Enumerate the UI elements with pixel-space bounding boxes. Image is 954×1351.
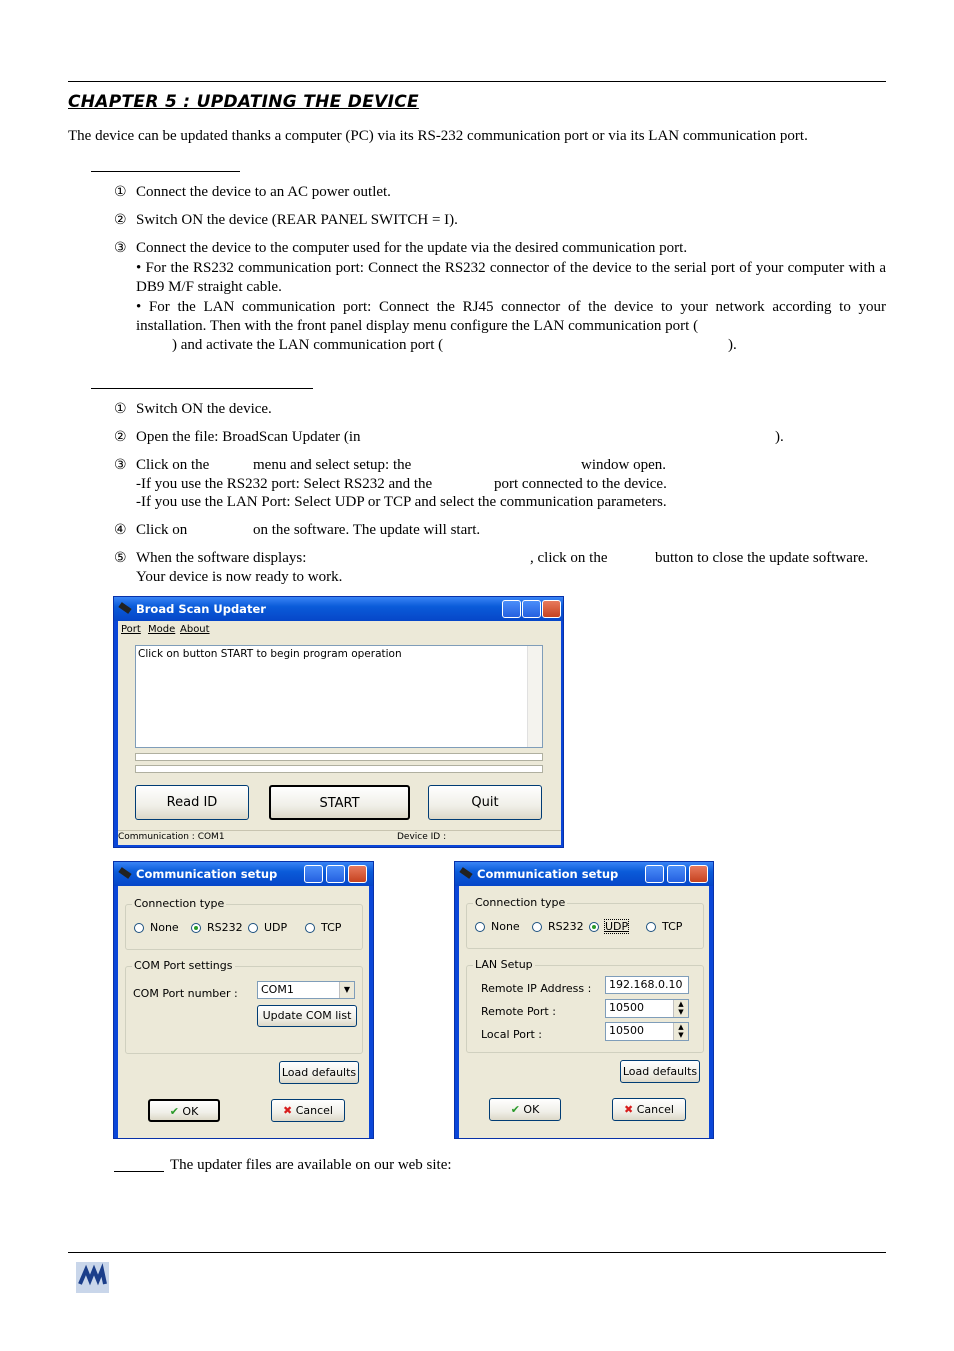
group-label: Connection type [134,897,225,910]
close-button[interactable] [689,865,708,883]
radio-tcp[interactable] [646,922,656,932]
group-label: LAN Setup [475,958,533,971]
spinner-icon[interactable]: ▲ ▼ [673,1000,688,1017]
step-text-mid: menu and select setup: the [253,457,412,473]
check-icon: ✔ [510,1103,520,1116]
step-number: ② [114,212,127,228]
radio-rs232[interactable] [191,923,201,933]
radio-none[interactable] [134,923,144,933]
step-text: When the software displays: [136,550,307,566]
ok-label: OK [523,1103,540,1116]
cancel-label: Cancel [636,1103,674,1116]
step-text-mid: button to close the update software. [655,550,869,566]
step-number: ① [114,401,127,417]
cancel-label: Cancel [295,1104,333,1117]
note-text: The updater files are available on our web site: [170,1157,452,1173]
radio-rs232[interactable] [532,922,542,932]
radio-label: RS232 [548,920,584,933]
chapter-title: CHAPTER 5 : UPDATING THE DEVICE [68,92,419,112]
close-button[interactable] [542,600,561,618]
updater-window [113,596,564,848]
status-communication: Communication : COM1 [118,832,225,842]
comm-titlebar [455,862,713,886]
app-icon [118,866,132,880]
step-text-tail: ). [775,429,784,445]
update-com-list-button[interactable]: Update COM list [257,1005,357,1027]
message-text: Click on button START to begin program operation [138,648,402,660]
radio-label: TCP [321,921,342,934]
ok-button[interactable] [148,1099,220,1122]
step-number: ② [114,429,127,445]
radio-label: UDP [605,920,629,933]
progress-bar-1 [135,753,543,761]
message-box [135,645,543,748]
maximize-button[interactable] [522,600,541,618]
window-title: Communication setup [477,867,619,881]
header-rule [68,81,886,82]
com-port-label: COM Port number : [133,987,238,1000]
comm-setup-rs232-window [113,861,374,1139]
connection-type-group [125,897,363,950]
step-text-mid: on the software. The update will start. [253,522,481,538]
comm-titlebar [114,862,373,886]
footer-rule [68,1252,886,1253]
bullet-lan-cont: ) and activate the LAN communication port ( [172,337,444,353]
window-title: Communication setup [136,867,278,881]
step-number: ⑤ [114,550,127,566]
ok-button[interactable] [489,1098,561,1121]
com-port-value: COM1 [261,983,294,996]
step-text: Switch ON the device (REAR PANEL SWITCH = I). [136,212,458,228]
step-text-mid: , click on the [530,550,608,566]
cancel-button[interactable] [271,1099,345,1122]
minimize-button[interactable] [502,600,521,618]
check-icon: ✔ [169,1105,179,1118]
radio-label: None [491,920,520,933]
updater-titlebar [114,597,563,621]
progress-bar-2 [135,765,543,773]
step-text: Connect the device to an AC power outlet. [136,184,391,200]
cancel-x-icon: ✖ [283,1104,293,1117]
local-port-field[interactable] [605,1022,689,1041]
step-number: ③ [114,457,127,473]
comm-setup-udp-window [454,861,714,1139]
note-underline [114,1171,164,1172]
step-text-mid: window open. [581,457,666,473]
maximize-button[interactable] [667,865,686,883]
radio-label: TCP [662,920,683,933]
com-port-settings-group [125,959,363,1054]
bullet-rs232: • For the RS232 communication port: Connect the RS232 connector of the device to the serial port of your computer with a DB9 M/F straight cable. [136,260,886,295]
status-bar [118,830,561,845]
menu-mode[interactable]: Mode [148,624,176,635]
radio-label: None [150,921,179,934]
step-text: Switch ON the device. [136,401,272,417]
minimize-button[interactable] [304,865,323,883]
radio-udp[interactable] [589,922,599,932]
logo-icon [76,1262,109,1293]
step-text: Click on [136,522,188,538]
step-text: Connect the device to the computer used for the update via the desired communication port. [136,240,688,256]
step-number: ① [114,184,127,200]
lan-setup-group [466,958,704,1053]
step-text-line: -If you use the RS232 port: Select RS232 and the [136,476,433,492]
app-icon [459,866,473,880]
menu-about[interactable]: About [180,624,210,635]
step-number: ③ [114,240,127,256]
section-underline-2 [91,388,313,389]
app-icon [118,601,132,615]
ok-label: OK [182,1105,199,1118]
remote-port-value: 10500 [609,1001,644,1014]
com-port-select[interactable] [257,981,355,999]
ip-label: Remote IP Address : [481,982,592,995]
intro-text: The device can be updated thanks a computer (PC) via its RS-232 communication port or via its LAN communication port. [68,128,808,144]
step-text: Open the file: BroadScan Updater (in [136,429,361,445]
cancel-button[interactable] [612,1098,686,1121]
section-underline-1 [91,171,240,172]
window-title: Broad Scan Updater [136,602,266,616]
load-defaults-button[interactable]: Load defaults [620,1060,700,1083]
message-scrollbar[interactable] [527,646,542,747]
chevron-down-icon[interactable]: ▼ [339,982,354,998]
start-button[interactable]: START [269,785,410,820]
remote-port-field[interactable] [605,999,689,1018]
group-label: Connection type [475,896,566,909]
bullet-lan: • For the LAN communication port: Connect the RJ45 connector of the device to your network according to your installation. Then with the front panel display menu configure the LAN communication port ( [136,299,886,334]
step-text-line: port connected to the device. [494,476,667,492]
load-defaults-button[interactable]: Load defaults [279,1061,359,1084]
read-id-button[interactable]: Read ID [135,785,249,820]
close-button[interactable] [348,865,367,883]
radio-label: UDP [264,921,288,934]
radio-none[interactable] [475,922,485,932]
group-label: COM Port settings [134,959,233,972]
step-number: ④ [114,522,127,538]
minimize-button[interactable] [645,865,664,883]
cancel-x-icon: ✖ [624,1103,634,1116]
brand-logo [76,1262,109,1293]
bullet-lan-end: ). [728,337,737,353]
maximize-button[interactable] [326,865,345,883]
local-port-label: Local Port : [481,1028,543,1041]
radio-udp[interactable] [248,923,258,933]
quit-button[interactable]: Quit [428,785,542,820]
step-text-line: -If you use the LAN Port: Select UDP or TCP and select the communication parameters. [136,494,667,510]
radio-tcp[interactable] [305,923,315,933]
status-device-id: Device ID : [397,832,447,842]
radio-label: RS232 [207,921,243,934]
remote-port-label: Remote Port : [481,1005,556,1018]
menu-port[interactable]: Port [121,624,141,635]
local-port-value: 10500 [609,1024,644,1037]
connection-type-group [466,896,704,949]
step-text: Click on the [136,457,210,473]
ip-address-field[interactable]: 192.168.0.10 [605,976,689,994]
step-text-line: Your device is now ready to work. [136,569,343,585]
spinner-icon[interactable]: ▲ ▼ [673,1023,688,1040]
